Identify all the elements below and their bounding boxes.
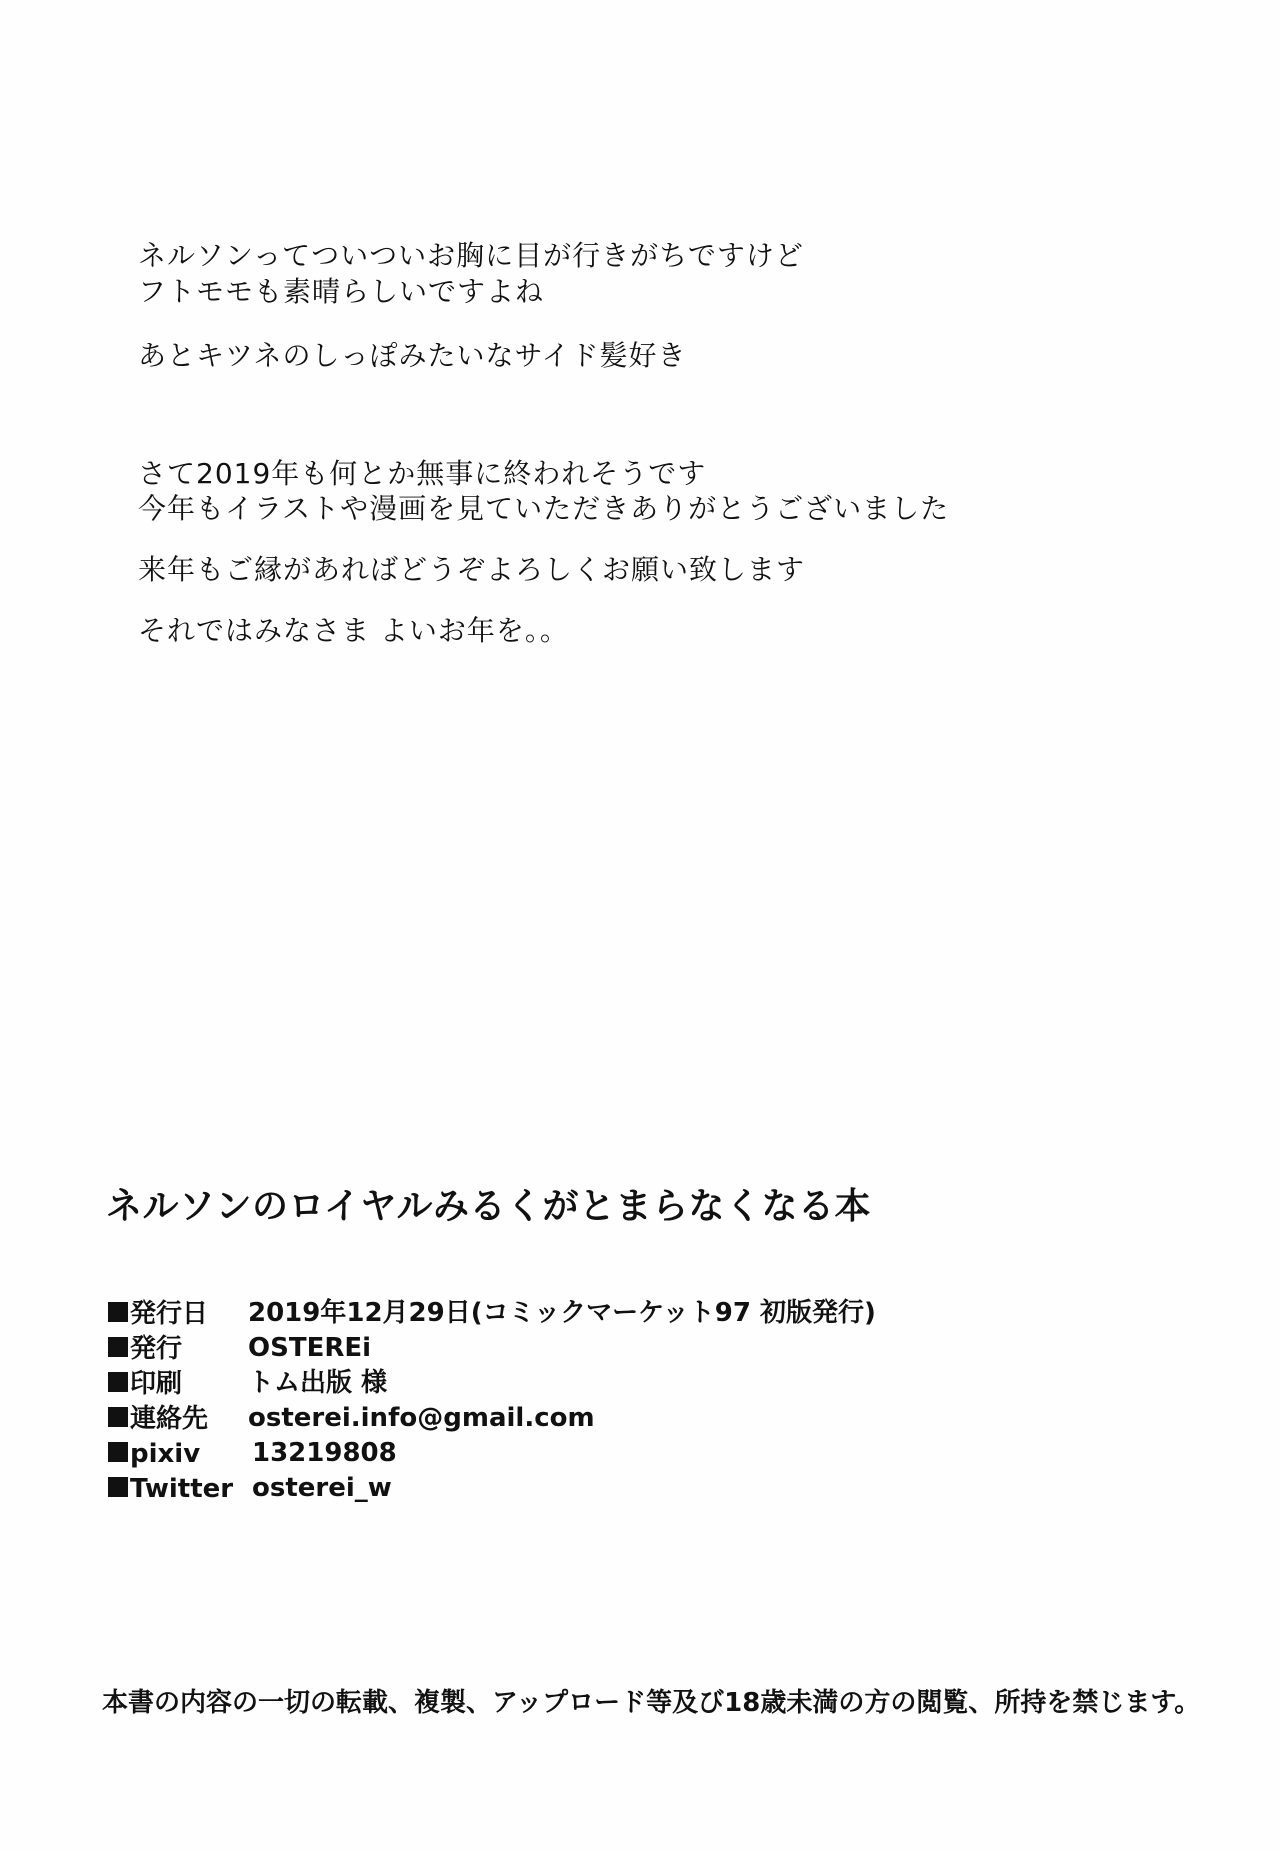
afterword-line: ネルソンってついついお胸に目が行きがちですけど [138, 239, 804, 272]
afterword-line: 今年もイラストや漫画を見ていただきありがとうございました [138, 492, 950, 525]
colophon-value-email: osterei.info@gmail.com [248, 1403, 595, 1433]
afterword-line: フトモモも素晴らしいですよね [138, 275, 545, 308]
colophon-value: 13219808 [252, 1438, 397, 1468]
colophon-row-printer [108, 1366, 388, 1400]
afterword-line: 来年もご縁があればどうぞよろしくお願い致します [138, 553, 806, 586]
afterword-line: それではみなさま よいお年を。。 [138, 614, 569, 647]
colophon-row-pixiv [108, 1436, 397, 1470]
colophon-value: osterei_w [252, 1473, 392, 1503]
afterword-line: さて2019年も何とか無事に終われそうです [138, 457, 707, 490]
square-bullet-icon [108, 1372, 128, 1392]
square-bullet-icon [108, 1337, 128, 1357]
colophon-label: 発行日 [130, 1298, 209, 1329]
colophon-label: 連絡先 [130, 1403, 209, 1434]
colophon-row-contact [108, 1401, 595, 1435]
colophon-label: Twitter [130, 1473, 234, 1504]
colophon-value: トム出版 様 [248, 1368, 388, 1398]
colophon-row-publisher [108, 1331, 372, 1365]
colophon-value: OSTEREi [248, 1333, 372, 1363]
colophon-value: 2019年12月29日(コミックマーケット97 初版発行) [248, 1298, 876, 1328]
colophon-label: 発行 [130, 1333, 183, 1364]
book-title: ネルソンのロイヤルみるくがとまらなくなる本 [106, 1186, 872, 1227]
colophon-row-twitter [108, 1471, 392, 1505]
afterword-line: あとキツネのしっぽみたいなサイド髪好き [138, 339, 687, 372]
colophon-label: pixiv [130, 1438, 201, 1469]
copyright-notice: 本書の内容の一切の転載、複製、アップロード等及び18歳未満の方の閲覧、所持を禁じます。 [102, 1688, 1201, 1718]
square-bullet-icon [108, 1302, 128, 1322]
colophon-row-publish-date [108, 1296, 876, 1330]
square-bullet-icon [108, 1407, 128, 1427]
square-bullet-icon [108, 1442, 128, 1462]
square-bullet-icon [108, 1477, 128, 1497]
colophon-label: 印刷 [130, 1368, 183, 1399]
